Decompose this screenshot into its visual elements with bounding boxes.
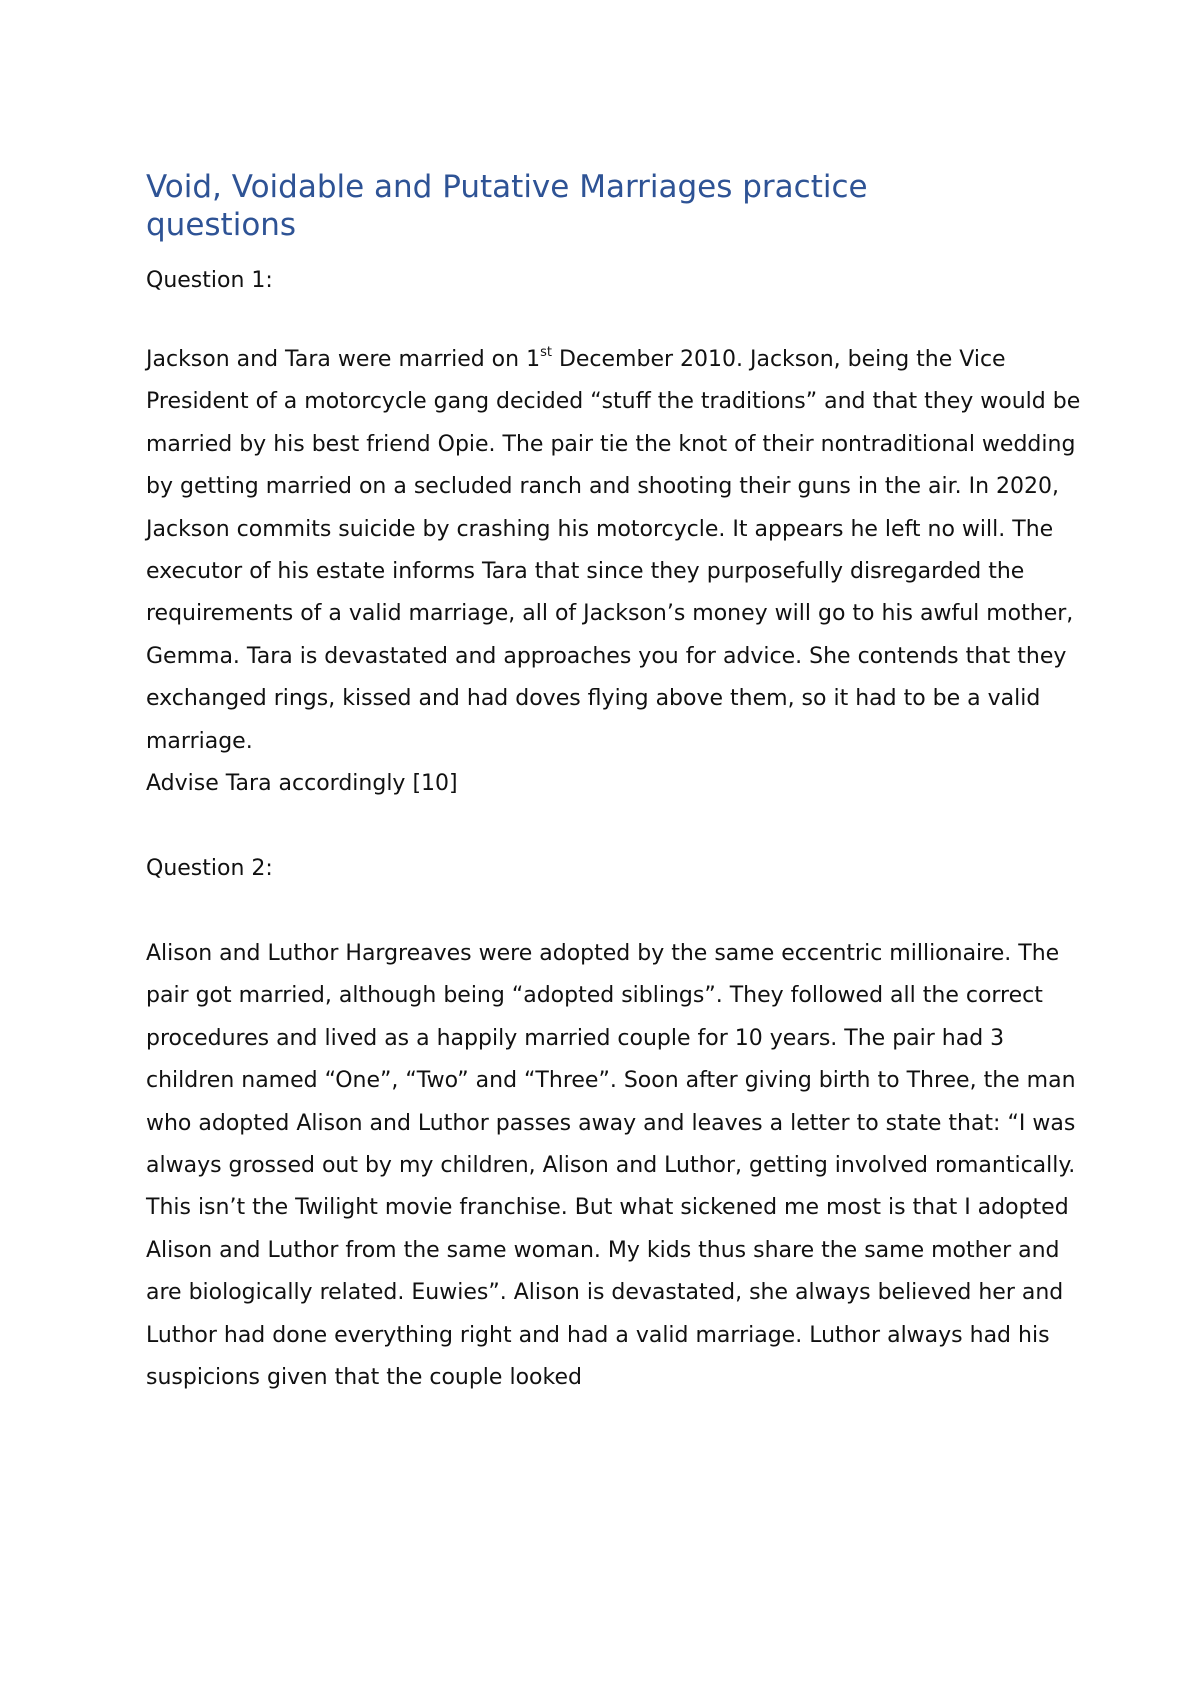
question-2-heading: Question 2:	[146, 856, 273, 881]
question-1-instruction: Advise Tara accordingly [10]	[146, 771, 458, 796]
question-1-text-start: Jackson and Tara were married on 1	[146, 347, 541, 372]
document-body	[146, 168, 1081, 1391]
ordinal-suffix: st	[540, 344, 552, 360]
document-title: Void, Voidable and Putative Marriages practice questions	[146, 169, 868, 243]
question-1-text-rest: December 2010. Jackson, being the Vice President of a motorcycle gang decided “stuff the traditions” and that they would be married by his best friend Opie. The pair tie the knot of their nontraditional wedding by getting married on a secluded ranch and shooting their guns in the air. In 2020, Jackson commits suicide by crashing his motorcycle. It appears he left no will. The executor of his estate informs Tara that since they purposefully disregarded the requirements of a valid marriage, all of Jackson’s money will go to his awful mother, Gemma. Tara is devastated and approaches you for advice. She contends that they exchanged rings, kissed and had doves flying above them, so it had to be a valid marriage.	[146, 347, 1081, 754]
question-1-text	[146, 339, 1086, 763]
question-2-text: Alison and Luthor Hargreaves were adopted by the same eccentric millionaire. The pair got married, although being “adopted siblings”. They followed all the correct procedures and lived as a happily married couple for 10 years. The pair had 3 children named “One”, “Two” and “Three”. Soon after giving birth to Three, the man who adopted Alison and Luthor passes away and leaves a letter to state that: “I was always grossed out by my children, Alison and Luthor, getting involved romantically. This isn’t the Twilight movie franchise. But what sickened me most is that I adopted Alison and Luthor from the same woman. My kids thus share the same mother and are biologically related. Euwies”. Alison is devastated, she always believed her and Luthor had done everything right and had a valid marriage. Luthor always had his suspicions given that the couple looked	[146, 941, 1076, 1391]
question-1-heading: Question 1:	[146, 268, 273, 293]
